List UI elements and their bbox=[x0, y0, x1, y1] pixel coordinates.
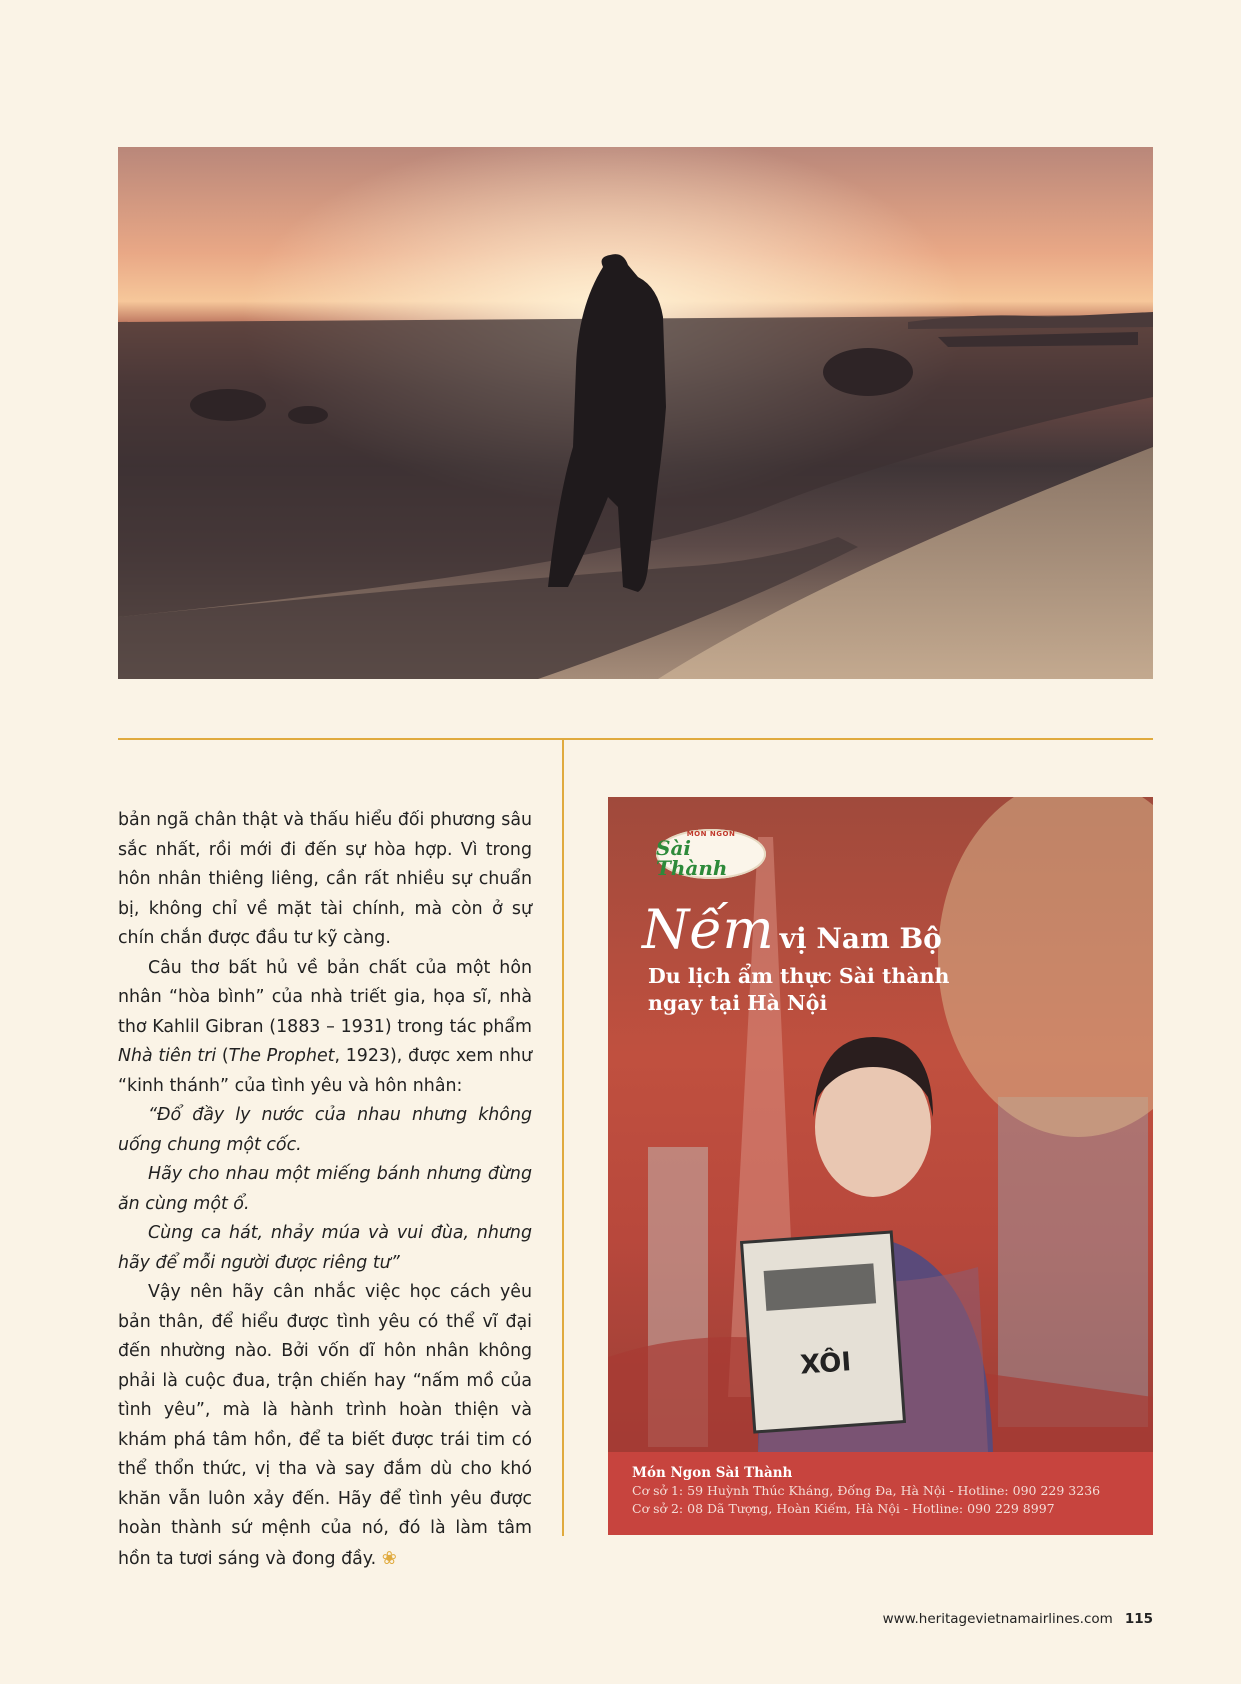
poem-line: Hãy cho nhau một miếng bánh nhưng đừng ăn cùng một ổ. bbox=[118, 1164, 532, 1214]
poem-line: “Đổ đầy ly nước của nhau nhưng không uống chung một cốc. bbox=[118, 1105, 532, 1155]
article-paragraph bbox=[118, 1278, 532, 1574]
ad-footer bbox=[608, 1452, 1153, 1535]
menu-cover-title: XÔI bbox=[799, 1347, 853, 1381]
footer-brand-name: Món Ngon Sài Thành bbox=[632, 1465, 793, 1481]
advertisement bbox=[608, 797, 1153, 1535]
logo-brand-text: Sài Thành bbox=[656, 836, 728, 880]
beach-couple-photo bbox=[118, 147, 1153, 679]
article-paragraph-text: Vậy nên hãy cân nhắc việc học cách yêu bản thân, để hiểu được tình yêu có thể vĩ đại đến nhường nào. Bởi vốn dĩ hôn nhân không phải là cuộc đua, trận chiến hay “nấm mồ của tình yêu”, mà là hành trình hoàn thiện và khám phá tâm hồn, để ta biết được trái tim có thể thổn thức, vị tha và say đắm dù cho khó khăn vẫn luôn xảy đến. Hãy để tình yêu được hoàn thành sứ mệnh của nó, đó là làm tâm hồn ta tươi sáng và đong đầy. bbox=[118, 1282, 532, 1569]
headline-script-word: Nếm bbox=[642, 898, 774, 961]
footer-address-1: Cơ sở 1: 59 Huỳnh Thúc Kháng, Đống Đa, Hà Nội - Hotline: 090 229 3236 bbox=[632, 1483, 1101, 1498]
website-link[interactable]: www.heritagevietnamairlines.com bbox=[882, 1611, 1113, 1627]
lotus-icon: ❀ bbox=[381, 1547, 397, 1569]
headline-rest: vị Nam Bộ bbox=[779, 922, 942, 955]
logo-small-text: MÓN NGON bbox=[686, 830, 736, 838]
poem-line: Cùng ca hát, nhảy múa và vui đùa, nhưng hãy để mỗi người được riêng tư” bbox=[118, 1223, 532, 1273]
subline-1: Du lịch ẩm thực Sài thành bbox=[648, 964, 950, 988]
page-footer bbox=[883, 1611, 1153, 1627]
footer-address-2: Cơ sở 2: 08 Dã Tượng, Hoàn Kiếm, Hà Nội - Hotline: 090 229 8997 bbox=[632, 1501, 1055, 1516]
subline-2: ngay tại Hà Nội bbox=[648, 991, 828, 1015]
horizontal-divider bbox=[118, 738, 1153, 740]
ad-subline bbox=[648, 963, 949, 1017]
article-body bbox=[118, 806, 532, 1574]
brand-logo bbox=[656, 829, 766, 879]
article-paragraph: bản ngã chân thật và thấu hiểu đối phương sâu sắc nhất, rồi mới đi đến sự hòa hợp. Vì trong hôn nhân thiêng liêng, cần rất nhiều sự chuẩn bị, không chỉ về mặt tài chính, mà còn ở sự chín chắn được đầu tư kỹ càng. bbox=[118, 810, 532, 948]
article-paragraph: Câu thơ bất hủ về bản chất của một hôn nhân “hòa bình” của nhà triết gia, họa sĩ, nhà thơ Kahlil Gibran (1883 – 1931) trong tác phẩm Nhà tiên tri (The Prophet, 1923), được xem như “kinh thánh” của tình yêu và hôn nhân: bbox=[118, 957, 532, 1096]
vertical-divider bbox=[562, 738, 564, 1536]
page-number: 115 bbox=[1124, 1611, 1153, 1627]
ad-headline bbox=[642, 898, 942, 961]
